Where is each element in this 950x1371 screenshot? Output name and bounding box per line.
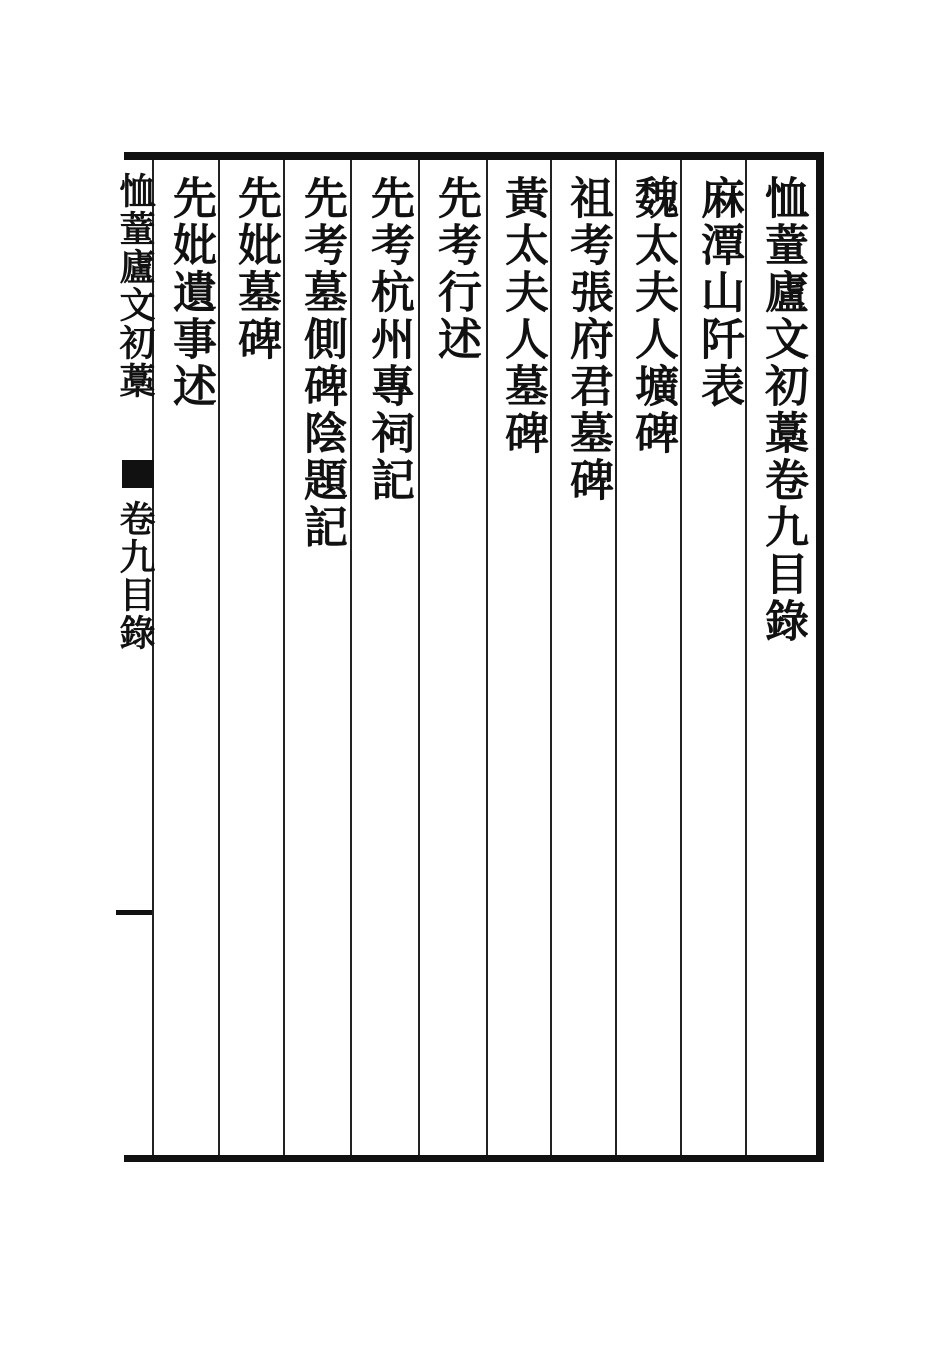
folio-number-mark: [116, 910, 152, 915]
toc-entry: 麻潭山阡表: [693, 175, 744, 410]
column-rule: [418, 160, 420, 1155]
side-title: 恤蕫廬文初藁: [114, 172, 156, 400]
toc-entry: 黃太夫人墓碑: [497, 175, 548, 457]
toc-entry: 魏太夫人壙碑: [627, 175, 678, 457]
toc-entry: 先考行述: [430, 175, 481, 363]
fishtail-mark: [122, 460, 154, 488]
toc-entry: 先妣墓碑: [230, 175, 281, 363]
toc-entry: 祖考張府君墓碑: [562, 175, 613, 504]
toc-entry: 先考墓側碑陰題記: [296, 175, 347, 551]
page-title: 恤蕫廬文初藁卷九目錄: [757, 175, 808, 645]
toc-entry: 先妣遺事述: [165, 175, 216, 410]
toc-entry: 先考杭州專祠記: [363, 175, 414, 504]
side-volume: 卷九目錄: [114, 500, 156, 652]
column-rule: [486, 160, 488, 1155]
